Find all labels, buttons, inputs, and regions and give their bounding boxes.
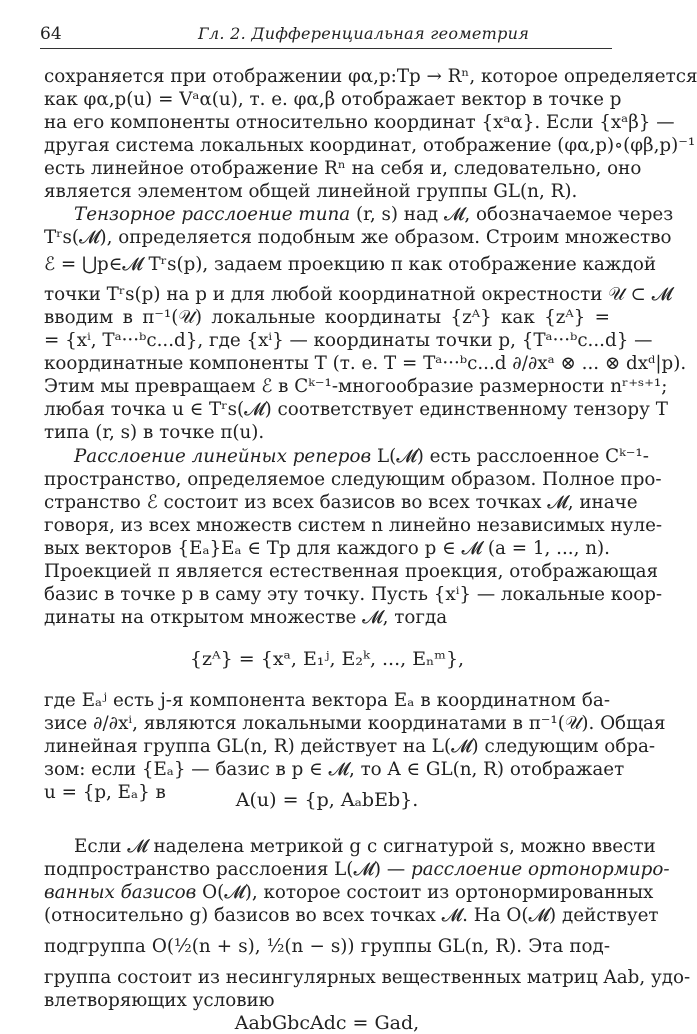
- text-line: точки Tʳs(p) на p и для любой координатной окрестности 𝒰 ⊂ 𝓜: [44, 284, 673, 305]
- term-tensor-bundle: Тензорное расслоение типа: [74, 204, 351, 225]
- text-line: = {xⁱ, Tᵃ···ᵇc...d}, где {xⁱ} — координаты точки p, {Tᵃ···ᵇc...d} —: [44, 330, 653, 351]
- formula-condition: AabGbcAdc = Gad,: [234, 1012, 420, 1034]
- text-line: динаты на открытом множестве 𝓜, тогда: [44, 607, 448, 628]
- text-line: базис в точке p в саму эту точку. Пусть {xⁱ} — локальные коор-: [44, 584, 663, 605]
- header-rule: [40, 48, 612, 49]
- text-line: на его компоненты относительно координат {xᵃα}. Если {xᵃβ} —: [44, 112, 675, 133]
- text-line: пространство, определяемое следующим образом. Полное про-: [44, 469, 662, 490]
- text-line: сохраняется при отображении φα,p:Tp → Rⁿ, которое определяется: [44, 66, 697, 87]
- formula-action: A(u) = {p, AₐbEb}.: [235, 789, 419, 811]
- text-line: странство ℰ состоит из всех базисов во всех точках 𝓜, иначе: [44, 492, 638, 513]
- text-line: говоря, из всех множеств систем n линейно независимых нуле-: [44, 515, 663, 536]
- text-line: Расслоение линейных реперов L(𝓜) есть расслоенное Cᵏ⁻¹-: [74, 446, 649, 467]
- text-line: где Eₐʲ есть j-я компонента вектора Eₐ в координатном ба-: [44, 690, 610, 711]
- text-line: есть линейное отображение Rⁿ на себя и, следовательно, оно: [44, 158, 642, 179]
- text-line: Tʳs(𝓜), определяется подобным же образом. Строим множество: [44, 227, 672, 248]
- term-orthonormal-bundle: расслоение ортонормиро-: [410, 859, 670, 880]
- running-title: Гл. 2. Дифференциальная геометрия: [198, 24, 530, 43]
- text-line: зом: если {Eₐ} — базис в p ∈ 𝓜, то A ∈ GL(n, R) отображает: [44, 759, 625, 780]
- term-orthonormal-bases: ванных базисов: [44, 882, 197, 903]
- text-line: Проекцией π является естественная проекция, отображающая: [44, 561, 659, 582]
- text-line: u = {p, Eₐ} в: [44, 782, 166, 803]
- term-frame-bundle: Расслоение линейных реперов: [74, 446, 372, 467]
- text-line: линейная группа GL(n, R) действует на L(𝓜) следующим обра-: [44, 736, 656, 757]
- text-line: как φα,p(u) = Vᵃα(u), т. е. φα,β отображает вектор в точке p: [44, 89, 622, 110]
- text-line: вых векторов {Eₐ}Eₐ ∈ Tp для каждого p ∈ 𝓜 (a = 1, ..., n).: [44, 538, 610, 559]
- text-line: является элементом общей линейной группы GL(n, R).: [44, 181, 578, 202]
- page-header: [40, 24, 610, 46]
- text-line: подгруппа O(½(n + s), ½(n − s)) группы GL(n, R). Эта под-: [44, 936, 610, 957]
- text-line: группа состоит из несингулярных вещественных матриц Aab, удо-: [44, 967, 691, 988]
- text-line: любая точка u ∈ Tʳs(𝓜) соответствует единственному тензору T: [44, 399, 668, 420]
- text-line: ванных базисов O(𝓜), которое состоит из ортонормированных: [44, 882, 654, 903]
- text-line: типа (r, s) в точке π(u).: [44, 422, 265, 443]
- formula-coordinates: {zᴬ} = {xᵃ, E₁ʲ, E₂ᵏ, ..., Eₙᵐ},: [189, 648, 465, 670]
- page-number: 64: [40, 24, 62, 44]
- text-line: (относительно g) базисов во всех точках 𝓜. На O(𝓜) действует: [44, 905, 659, 926]
- text-line: Если 𝓜 наделена метрикой g с сигнатурой s, можно ввести: [74, 836, 656, 857]
- text-line: другая система локальных координат, отображение (φα,p)∘(φβ,p)⁻¹: [44, 135, 696, 156]
- text-line: Тензорное расслоение типа (r, s) над 𝓜, обозначаемое через: [74, 204, 674, 225]
- text-line: подпространство расслоения L(𝓜) — расслоение ортонормиро-: [44, 859, 670, 880]
- text-line: Этим мы превращаем ℰ в Cᵏ⁻¹-многообразие размерности nʳ⁺ˢ⁺¹;: [44, 376, 668, 397]
- text-line: ℰ = ⋃p∈𝓜 Tʳs(p), задаем проекцию π как отображение каждой: [44, 254, 657, 275]
- text-line: вводим в π⁻¹(𝒰) локальные координаты {zᴬ} как {zᴬ} =: [44, 307, 610, 328]
- text-line: зисе ∂/∂xⁱ, являются локальными координатами в π⁻¹(𝒰). Общая: [44, 713, 666, 734]
- text-line: влетворяющих условию: [44, 990, 275, 1011]
- text-line: координатные компоненты T (т. е. T = Tᵃ···ᵇc...d ∂/∂xᵃ ⊗ ... ⊗ dxᵈ|p).: [44, 353, 687, 374]
